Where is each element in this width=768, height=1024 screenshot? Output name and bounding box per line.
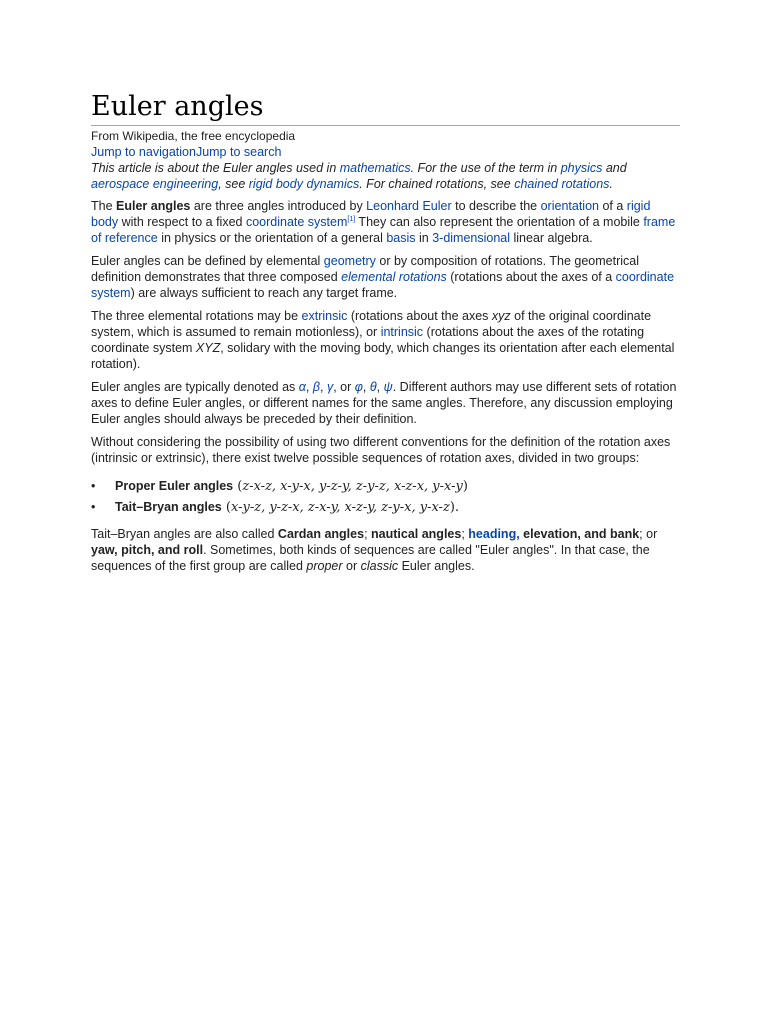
term-yaw-pitch-roll: yaw, pitch, and roll [91, 543, 204, 557]
term-cardan-angles: Cardan angles [277, 527, 365, 541]
psi-link[interactable]: ψ [383, 380, 393, 394]
text: ; or [639, 527, 658, 541]
term-classic: classic [360, 559, 399, 573]
text: ) are always sufficient to reach any target frame. [130, 286, 398, 300]
text: The three elemental rotations may be [91, 309, 302, 323]
paren: ( [233, 479, 243, 494]
intro-paragraph [91, 198, 680, 246]
list-item [91, 497, 680, 518]
text: of a [598, 199, 627, 213]
tait-bryan-sequences: x-y-z, y-z-x, z-x-y, x-z-y, z-y-x, y-x-z [230, 500, 450, 515]
term-nautical-angles: nautical angles [371, 527, 462, 541]
text: Tait–Bryan angles are also called [91, 527, 278, 541]
text: or by composition of rotations. The geometrical definition demonstrates that three composed [91, 254, 639, 284]
text: with respect to a fixed [118, 215, 246, 229]
theta-link[interactable]: θ [369, 380, 377, 394]
rigid-body-dynamics-link[interactable]: rigid body dynamics [248, 177, 360, 191]
text: . Sometimes, both kinds of sequences are called "Euler angles". In that case, the sequences of the first group are called [91, 543, 650, 573]
hatnote-text: , see [218, 177, 249, 191]
paren: ( [221, 500, 231, 515]
text: , solidary with the moving body, which changes its orientation after each elemental rotation). [91, 341, 675, 371]
coordinate-system-link[interactable]: coordinate system [91, 270, 675, 300]
leonhard-euler-link[interactable]: Leonhard Euler [366, 199, 452, 213]
article [91, 90, 680, 581]
text: ; [461, 527, 469, 541]
mathematics-link[interactable]: mathematics [339, 161, 411, 175]
gamma-link[interactable]: γ [326, 380, 334, 394]
alternate-names-paragraph [91, 526, 680, 574]
text: , [305, 380, 313, 394]
jump-links [91, 144, 680, 160]
basis-link[interactable]: basis [386, 231, 416, 245]
text: Euler angles can be defined by elemental [91, 254, 324, 268]
axes-XYZ: XYZ [195, 341, 221, 355]
text: (rotations about the axes [347, 309, 492, 323]
three-dimensional-link[interactable]: 3-dimensional [432, 231, 511, 245]
geometry-link[interactable]: geometry [323, 254, 376, 268]
text: Euler angles. [398, 559, 475, 573]
chained-rotations-link[interactable]: chained rotations [514, 177, 610, 191]
orientation-link[interactable]: orientation [540, 199, 599, 213]
paren: ). [449, 500, 460, 515]
hatnote [91, 160, 680, 192]
text: They can also represent the orientation of a mobile [355, 215, 644, 229]
extrinsic-link[interactable]: extrinsic [301, 309, 348, 323]
text: of the original coordinate system, which is assumed to remain motionless), or [91, 309, 652, 339]
text: . Different authors may use different sets of rotation axes to define Euler angles, or different names for the same angles. Therefore, any discussion employing Euler angles should always be preceded by their definition. [91, 380, 677, 426]
text: Euler angles are typically denoted as [91, 380, 299, 394]
text: to describe the [451, 199, 541, 213]
hatnote-text: . For the use of the term in [410, 161, 561, 175]
aerospace-engineering-link[interactable]: aerospace engineering [91, 177, 219, 191]
text: , [362, 380, 370, 394]
frame-of-reference-link[interactable]: frame of reference [91, 215, 676, 245]
page-title: Euler angles [91, 90, 680, 126]
text: , or [333, 380, 355, 394]
text: , [320, 380, 327, 394]
text: in [415, 231, 433, 245]
proper-euler-sequences: z-x-z, x-y-x, y-z-y, z-y-z, x-z-x, y-x-y [242, 479, 463, 494]
list-item [91, 476, 680, 497]
phi-link[interactable]: φ [354, 380, 363, 394]
hatnote-text: . For chained rotations, see [359, 177, 515, 191]
text: , [376, 380, 384, 394]
axes-xyz: xyz [491, 309, 511, 323]
text: (rotations about the axes of a [446, 270, 616, 284]
text: in physics or the orientation of a general [157, 231, 387, 245]
term-euler-angles: Euler angles [116, 199, 191, 213]
jump-to-search-link[interactable]: Jump to search [195, 145, 282, 159]
term-elevation-and-bank: elevation, and bank [519, 527, 640, 541]
bullet: • [91, 479, 96, 493]
elemental-rotations-link[interactable]: elemental rotations [341, 270, 447, 284]
beta-link[interactable]: β [312, 380, 321, 394]
hatnote-text: This article is about the Euler angles used in [91, 161, 340, 175]
text: The [91, 199, 117, 213]
text: ; [364, 527, 372, 541]
tait-bryan-angles-label: Tait–Bryan angles [115, 500, 222, 514]
intrinsic-link[interactable]: intrinsic [380, 325, 424, 339]
text: linear algebra. [510, 231, 593, 245]
citation-1-link[interactable]: [1] [347, 215, 356, 223]
rigid-body-link[interactable]: rigid body [91, 199, 651, 229]
text: (rotations about the axes of the rotating coordinate system [91, 325, 645, 355]
notation-paragraph [91, 379, 680, 427]
physics-link[interactable]: physics [560, 161, 603, 175]
alpha-link[interactable]: α [298, 380, 306, 394]
term-proper: proper [306, 559, 343, 573]
definition-paragraph [91, 253, 680, 301]
text: or [342, 559, 361, 573]
proper-euler-angles-label: Proper Euler angles [115, 479, 234, 493]
rotations-paragraph [91, 308, 680, 372]
sequences-paragraph: Without considering the possibility of using two different conventions for the definition of the rotation axes (intrinsic or extrinsic), there exist twelve possible sequences of rotation axes, divided in two groups: [91, 435, 671, 465]
jump-to-navigation-link[interactable]: Jump to navigation [91, 145, 196, 159]
site-tagline: From Wikipedia, the free encyclopedia [91, 129, 296, 143]
bullet: • [91, 500, 96, 514]
hatnote-text: and [602, 161, 627, 175]
heading-link[interactable]: heading, [468, 527, 520, 541]
text: are three angles introduced by [190, 199, 367, 213]
paren: ) [462, 479, 468, 494]
hatnote-text: . [609, 177, 613, 191]
sequence-list [91, 476, 680, 518]
coordinate-system-link[interactable]: coordinate system [245, 215, 348, 229]
